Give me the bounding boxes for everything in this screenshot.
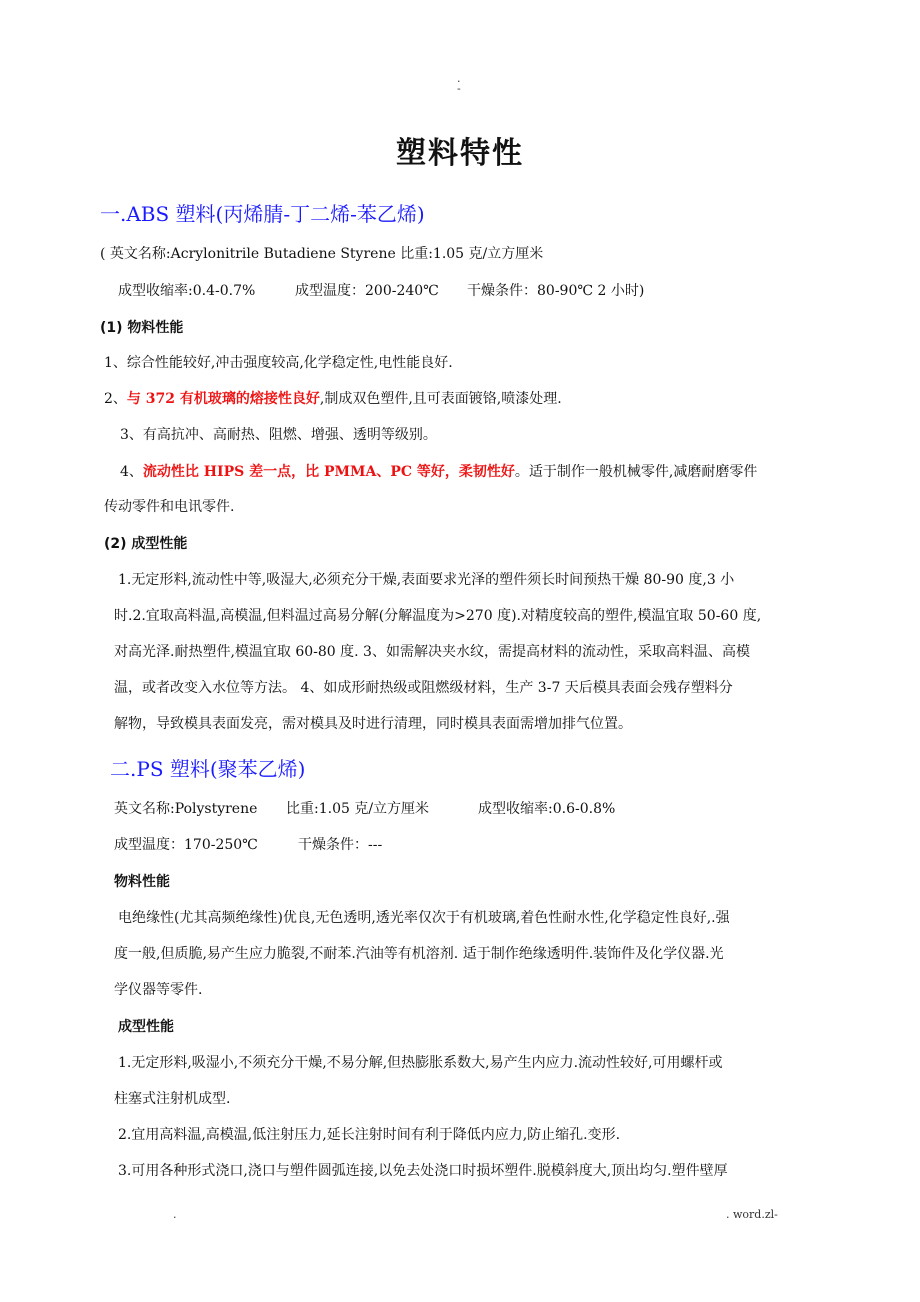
abs-drying: 干燥条件：80-90℃ 2 小时) [467,283,645,299]
paragraph [120,461,757,481]
paragraph: 1、综合性能较好,冲击强度较高,化学稳定性,电性能良好. [104,355,453,371]
abs-shrinkage: 成型收缩率:0.4-0.7% [118,283,256,299]
list-number: 4、 [120,464,143,480]
header-mark: . [457,72,461,85]
paragraph: 温，或者改变入水位等方法。 4、如成形耐热级或阻燃级材料，生产 3-7 天后模具表面会残存塑料分 [114,680,733,696]
page-title: 塑料特性 [396,136,524,171]
paragraph [104,388,562,408]
list-number: 2、 [104,391,127,407]
paragraph: 3.可用各种形式浇口,浇口与塑件圆弧连接,以免去处浇口时损坏塑件.脱模斜度大,顶出均匀.塑件壁厚 [118,1163,728,1179]
section-heading-abs: 一.ABS 塑料(丙烯腈-丁二烯-苯乙烯) [100,202,425,226]
paragraph: 度一般,但质脆,易产生应力脆裂,不耐苯.汽油等有机溶剂. 适于制作绝缘透明件.装饰件及化学仪器.光 [114,946,724,962]
ps-shrinkage: 成型收缩率:0.6-0.8% [478,801,616,817]
subheading-material-properties: 物料性能 [114,874,170,890]
highlight-text: 流动性比 HIPS 差一点，比 PMMA、PC 等好，柔韧性好 [142,464,515,480]
paragraph: 2.宜用高料温,高模温,低注射压力,延长注射时间有利于降低内应力,防止缩孔.变形. [118,1127,621,1143]
ps-drying: 干燥条件：--- [298,837,383,853]
header-mark: - [457,82,461,95]
paragraph-text: 。适于制作一般机械零件,减磨耐磨零件 [514,464,758,480]
abs-info-line: ( 英文名称:Acrylonitrile Butadiene Styrene 比重:1.05 克/立方厘米 [100,246,544,262]
paragraph: 3、有高抗冲、高耐热、阻燃、增强、透明等级别。 [120,427,437,443]
paragraph: 传动零件和电讯零件. [104,499,235,515]
paragraph: 1.无定形料,吸湿小,不须充分干燥,不易分解,但热膨胀系数大,易产生内应力.流动性较好,可用螺杆或 [118,1055,723,1071]
subheading-molding-properties: 成型性能 [118,1019,174,1035]
abs-molding-temp: 成型温度：200-240℃ [295,283,439,299]
paragraph: 对高光泽.耐热塑件,模温宜取 60-80 度. 3、如需解决夹水纹，需提高材料的流动性，采取高料温、高模 [114,644,750,660]
paragraph: 时.2.宜取高料温,高模温,但料温过高易分解(分解温度为>270 度).对精度较高的塑件,模温宜取 50-60 度, [114,608,762,624]
paragraph: 1.无定形料,流动性中等,吸湿大,必须充分干燥,表面要求光泽的塑件须长时间预热干燥 80-90 度,3 小 [118,572,735,588]
paragraph: 学仪器等零件. [114,982,203,998]
ps-density: 比重:1.05 克/立方厘米 [286,801,430,817]
section-heading-ps: 二.PS 塑料(聚苯乙烯) [110,757,306,781]
paragraph: 电绝缘性(尤其高频绝缘性)优良,无色透明,透光率仅次于有机玻璃,着色性耐水性,化学稳定性良好,.强 [118,910,730,926]
subheading-molding-properties: (2) 成型性能 [104,536,188,552]
paragraph: 解物，导致模具表面发亮，需对模具及时进行清理，同时模具表面需增加排气位置。 [114,716,632,732]
subheading-material-properties: (1) 物料性能 [100,320,184,336]
ps-molding-temp: 成型温度：170-250℃ [114,837,258,853]
footer-left: . [173,1208,177,1221]
highlight-text: 与 372 有机玻璃的熔接性良好 [126,391,320,407]
footer-right: . word.zl- [726,1208,778,1221]
paragraph-text: ,制成双色塑件,且可表面镀铬,喷漆处理. [319,391,562,407]
ps-english-name: 英文名称:Polystyrene [114,801,258,817]
paragraph: 柱塞式注射机成型. [114,1091,231,1107]
